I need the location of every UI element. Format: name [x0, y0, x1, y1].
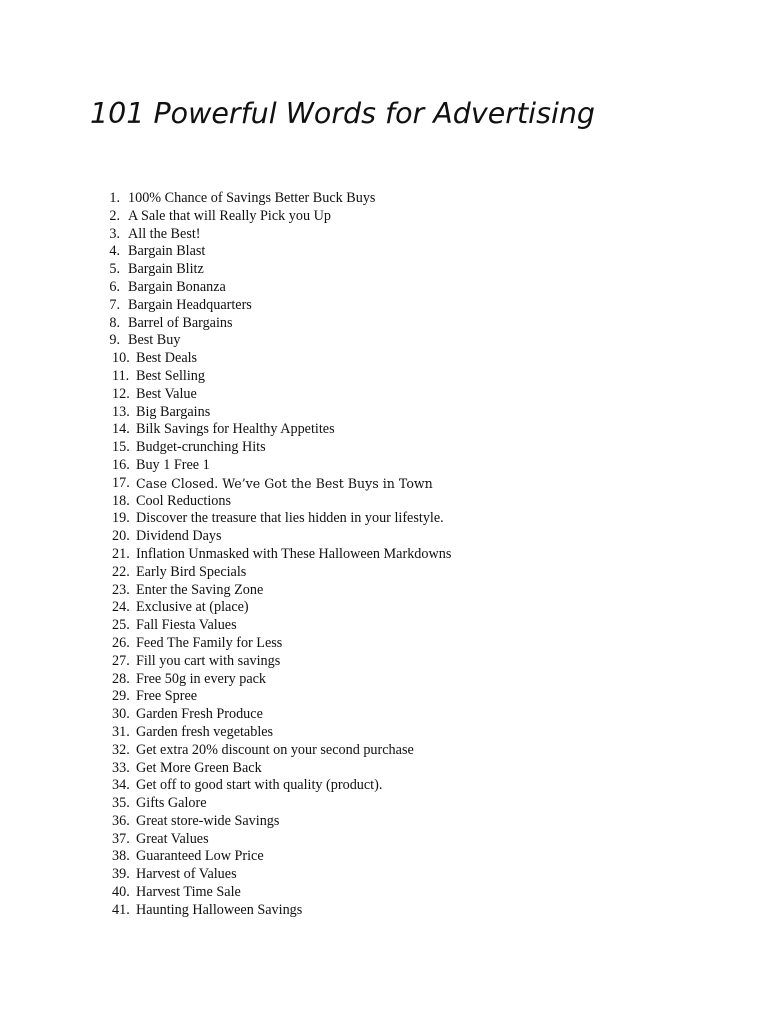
- item-text: Harvest of Values: [136, 866, 237, 883]
- item-number: 26.: [112, 634, 130, 651]
- list-item: [98, 777, 718, 795]
- list-item: [98, 635, 718, 653]
- list-item: [98, 226, 718, 244]
- list-item: [98, 831, 718, 849]
- list-item: [98, 510, 718, 528]
- list-item: [98, 332, 718, 350]
- list-item: [98, 261, 718, 279]
- list-item: [98, 742, 718, 760]
- item-text: Harvest Time Sale: [136, 884, 241, 901]
- item-text: Garden fresh vegetables: [136, 723, 274, 740]
- list-item: [98, 493, 718, 511]
- item-number: 33.: [112, 759, 130, 776]
- list-item: [98, 528, 718, 546]
- list-item: [98, 368, 718, 386]
- item-number: 39.: [112, 866, 130, 883]
- item-text: Inflation Unmasked with These Halloween Markdowns: [136, 545, 452, 562]
- item-text: Cool Reductions: [136, 492, 231, 509]
- item-text: Bargain Blast: [128, 243, 206, 260]
- list-item: [98, 457, 718, 475]
- item-text: Best Selling: [136, 367, 205, 384]
- list-item: [98, 421, 718, 439]
- item-text: Feed The Family for Less: [136, 634, 283, 651]
- item-number: 21.: [112, 545, 130, 562]
- item-number: 1.: [109, 190, 120, 206]
- item-text: Case Closed. We’ve Got the Best Buys in Town: [136, 475, 433, 491]
- list-item: [98, 617, 718, 635]
- list-item: [98, 884, 718, 902]
- list-item: [98, 902, 718, 920]
- item-number: 12.: [112, 385, 130, 402]
- item-text: Fall Fiesta Values: [136, 617, 237, 634]
- item-number: 6.: [109, 278, 120, 295]
- item-number: 15.: [112, 439, 130, 456]
- list-item: [98, 386, 718, 404]
- list-item: [98, 546, 718, 564]
- item-text: Free Spree: [136, 688, 198, 705]
- item-text: Best Deals: [136, 350, 198, 367]
- item-number: 16.: [112, 456, 130, 473]
- item-text: Free 50g in every pack: [136, 670, 267, 687]
- item-number: 36.: [112, 812, 130, 829]
- item-number: 18.: [112, 492, 130, 509]
- list-item: [98, 848, 718, 866]
- list-item: [98, 724, 718, 742]
- item-number: 3.: [109, 225, 120, 242]
- list-item: [98, 795, 718, 813]
- item-number: 5.: [109, 261, 120, 278]
- item-number: 40.: [112, 884, 130, 901]
- item-number: 38.: [112, 848, 130, 865]
- item-number: 10.: [112, 350, 130, 367]
- item-number: 35.: [112, 795, 130, 812]
- item-number: 29.: [112, 688, 130, 705]
- item-number: 11.: [112, 367, 130, 384]
- item-number: 32.: [112, 741, 130, 758]
- list-item: [98, 404, 718, 422]
- list-item: [98, 439, 718, 457]
- document-title: 101 Powerful Words for Advertising: [90, 97, 596, 130]
- item-number: 13.: [112, 403, 130, 420]
- item-number: 30.: [112, 706, 130, 723]
- item-text: Garden Fresh Produce: [136, 706, 263, 723]
- item-number: 24.: [112, 599, 130, 616]
- item-text: Gifts Galore: [136, 795, 207, 812]
- item-text: Early Bird Specials: [136, 563, 247, 580]
- item-number: 20.: [112, 528, 130, 545]
- item-text: Bargain Bonanza: [128, 278, 226, 295]
- list-item: [98, 599, 718, 617]
- list-item: [98, 866, 718, 884]
- list-item: [98, 350, 718, 368]
- item-text: Guaranteed Low Price: [136, 848, 264, 865]
- list-item: [98, 243, 718, 261]
- item-text: 100% Chance of Savings Better Buck Buys: [128, 190, 376, 206]
- list-item: [98, 582, 718, 600]
- item-text: Get More Green Back: [136, 759, 262, 776]
- item-number: 7.: [109, 296, 120, 313]
- list-item: [98, 190, 718, 208]
- list-item: [98, 279, 718, 297]
- item-text: Barrel of Bargains: [128, 314, 233, 331]
- item-text: All the Best!: [128, 225, 201, 242]
- item-number: 8.: [109, 314, 120, 331]
- item-number: 41.: [112, 901, 130, 918]
- item-text: Buy 1 Free 1: [136, 456, 210, 473]
- list-item: [98, 208, 718, 226]
- item-text: Budget-crunching Hits: [136, 439, 266, 456]
- item-text: Haunting Halloween Savings: [136, 901, 303, 918]
- item-number: 2.: [109, 207, 120, 224]
- item-text: Best Value: [136, 385, 197, 402]
- list-item: [98, 475, 718, 493]
- item-number: 37.: [112, 830, 130, 847]
- list-item: [98, 760, 718, 778]
- list-item: [98, 813, 718, 831]
- item-number: 4.: [109, 243, 120, 260]
- list-item: [98, 653, 718, 671]
- item-number: 17.: [112, 474, 130, 491]
- item-text: Best Buy: [128, 332, 181, 349]
- item-text: A Sale that will Really Pick you Up: [128, 207, 331, 224]
- item-number: 9.: [109, 332, 120, 349]
- advertising-words-list: [98, 190, 718, 920]
- item-text: Bilk Savings for Healthy Appetites: [136, 421, 335, 438]
- item-text: Get off to good start with quality (product).: [136, 777, 383, 794]
- item-number: 23.: [112, 581, 130, 598]
- list-item: [98, 297, 718, 315]
- item-text: Great store-wide Savings: [136, 812, 280, 829]
- list-item: [98, 315, 718, 333]
- item-text: Bargain Blitz: [128, 261, 204, 278]
- item-number: 27.: [112, 652, 130, 669]
- item-text: Discover the treasure that lies hidden in your lifestyle.: [136, 510, 444, 527]
- item-number: 25.: [112, 617, 130, 634]
- item-text: Bargain Headquarters: [128, 296, 252, 313]
- list-item: [98, 688, 718, 706]
- item-text: Fill you cart with savings: [136, 652, 281, 669]
- list-item: [98, 671, 718, 689]
- item-number: 22.: [112, 563, 130, 580]
- item-text: Get extra 20% discount on your second purchase: [136, 741, 414, 758]
- list-item: [98, 564, 718, 582]
- item-text: Dividend Days: [136, 528, 222, 545]
- item-text: Great Values: [136, 830, 209, 847]
- item-text: Enter the Saving Zone: [136, 581, 264, 598]
- item-number: 28.: [112, 670, 130, 687]
- item-number: 34.: [112, 777, 130, 794]
- item-number: 14.: [112, 421, 130, 438]
- list-item: [98, 706, 718, 724]
- item-text: Exclusive at (place): [136, 599, 249, 616]
- item-number: 31.: [112, 723, 130, 740]
- item-number: 19.: [112, 510, 130, 527]
- item-text: Big Bargains: [136, 403, 211, 420]
